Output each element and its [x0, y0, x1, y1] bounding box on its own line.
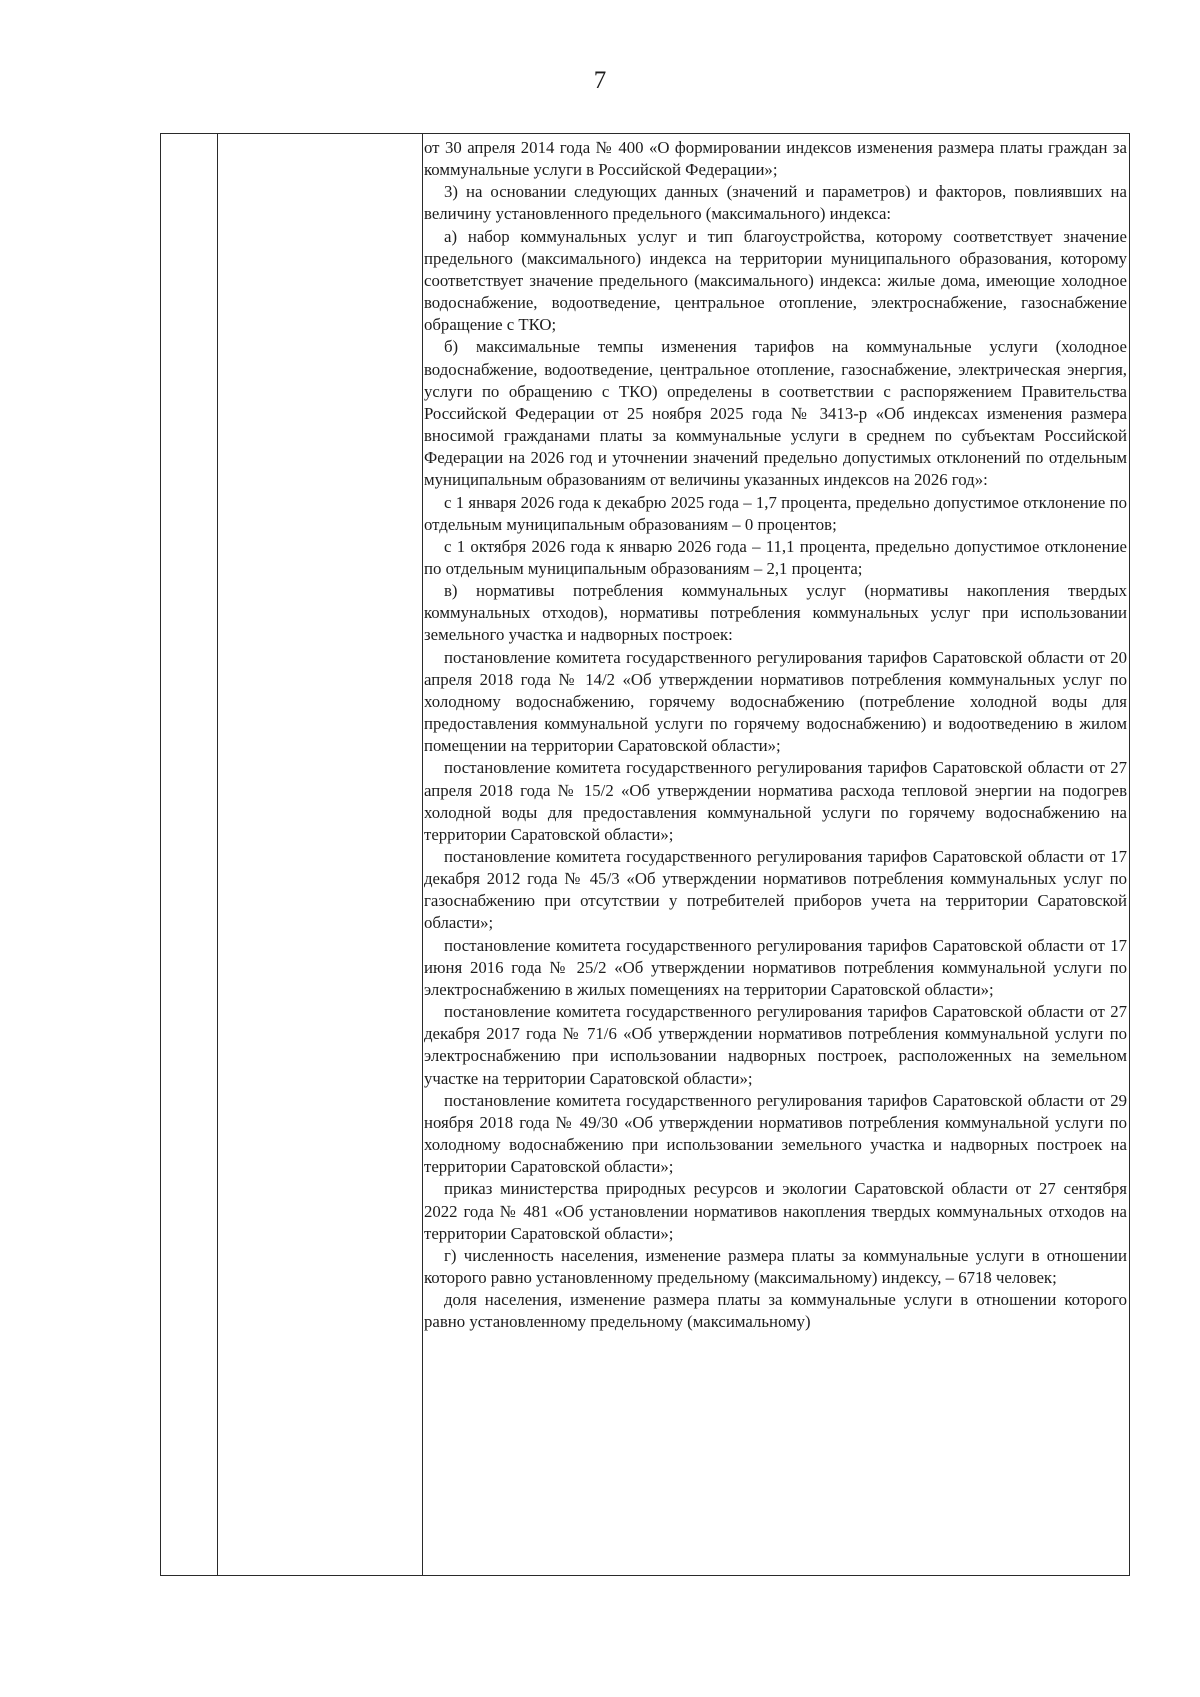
paragraph: постановление комитета государственного регулирования тарифов Саратовской области от 27 апреля 2018 года № 15/2 «Об утверждении норматива расхода тепловой энергии на подогрев холодной воды для предоставления коммунальной услуги по горячему водоснабжению на территории Саратовской области»;	[424, 758, 1127, 844]
paragraph: с 1 октября 2026 года к январю 2026 года – 11,1 процента, предельно допустимое отклонение по отдельным муниципальным образованиям – 2,1 процента;	[424, 536, 1127, 578]
paragraph: постановление комитета государственного регулирования тарифов Саратовской области от 17 июня 2016 года № 25/2 «Об утверждении нормативов потребления коммунальной услуги по электроснабжению в жилых помещениях на территории Саратовской области»;	[424, 935, 1127, 999]
paragraph: б) максимальные темпы изменения тарифов на коммунальные услуги (холодное водоснабжение, водоотведение, центральное отопление, газоснабжение, электрическая энергия, услуги по обращению с ТКО) определены в соответствии с распоряжением Правительства Российской Федерации от 25 ноября 2025 года № 3413-р «Об индексах изменения размера вносимой гражданами платы за коммунальные услуги в среднем по субъектам Российской Федерации на 2026 год и уточнении значений предельно допустимых отклонений по отдельным муниципальным образованиям от величины указанных индексов на 2026 год»:	[424, 337, 1127, 490]
paragraph: приказ министерства природных ресурсов и экологии Саратовской области от 27 сентября 2022 года № 481 «Об установлении нормативов накопления твердых коммунальных отходов на территории Саратовской области»;	[424, 1179, 1127, 1243]
paragraph: 3) на основании следующих данных (значений и параметров) и факторов, повлиявших на величину установленного предельного (максимального) индекса:	[424, 182, 1127, 224]
paragraph: г) численность населения, изменение размера платы за коммунальные услуги в отношении которого равно установленному предельному (максимальному) индексу, – 6718 человек;	[424, 1245, 1127, 1287]
table-column-name	[218, 134, 423, 1575]
document-table	[160, 133, 1130, 1576]
paragraph: в) нормативы потребления коммунальных услуг (нормативы накопления твердых коммунальных отходов), нормативы потребления коммунальных услуг при использовании земельного участка и надворных построек:	[424, 581, 1127, 645]
page-number: 7	[593, 67, 607, 94]
paragraph: от 30 апреля 2014 года № 400 «О формировании индексов изменения размера платы граждан за коммунальные услуги в Российской Федерации»;	[424, 138, 1127, 180]
paragraph: доля населения, изменение размера платы за коммунальные услуги в отношении которого равно установленному предельному (максимальному)	[424, 1290, 1127, 1332]
paragraph: постановление комитета государственного регулирования тарифов Саратовской области от 29 ноября 2018 года № 49/30 «Об утверждении нормативов потребления коммунальной услуги по холодному водоснабжению при использовании земельного участка и надворных построек на территории Саратовской области»;	[424, 1090, 1127, 1177]
paragraph: с 1 января 2026 года к декабрю 2025 года – 1,7 процента, предельно допустимое отклонение по отдельным муниципальным образованиям – 0 процентов;	[424, 492, 1127, 534]
paragraph: постановление комитета государственного регулирования тарифов Саратовской области от 20 апреля 2018 года № 14/2 «Об утверждении нормативов потребления коммунальных услуг по холодному водоснабжению, горячему водоснабжению (потребление холодной воды для предоставления коммунальной услуги по горячему водоснабжению) и водоотведению в жилом помещении на территории Саратовской области»;	[424, 647, 1127, 756]
table-column-number	[161, 134, 218, 1575]
paragraph: а) набор коммунальных услуг и тип благоустройства, которому соответствует значение предельного (максимального) индекса на территории муниципального образования, которому соответствует значение предельного (максимального) индекса: жилые дома, имеющие холодное водоснабжение, водоотведение, центральное отопление, электроснабжение, газоснабжение обращение с ТКО;	[424, 226, 1127, 335]
paragraph: постановление комитета государственного регулирования тарифов Саратовской области от 17 декабря 2012 года № 45/3 «Об утверждении нормативов потребления коммунальных услуг по газоснабжению при отсутствии у потребителей приборов учета на территории Саратовской области»;	[424, 847, 1127, 933]
table-column-content	[424, 137, 1127, 1575]
paragraph: постановление комитета государственного регулирования тарифов Саратовской области от 27 декабря 2017 года № 71/6 «Об утверждении нормативов потребления коммунальной услуги по электроснабжению при использовании надворных построек, расположенных на земельном участке на территории Саратовской области»;	[424, 1002, 1127, 1088]
